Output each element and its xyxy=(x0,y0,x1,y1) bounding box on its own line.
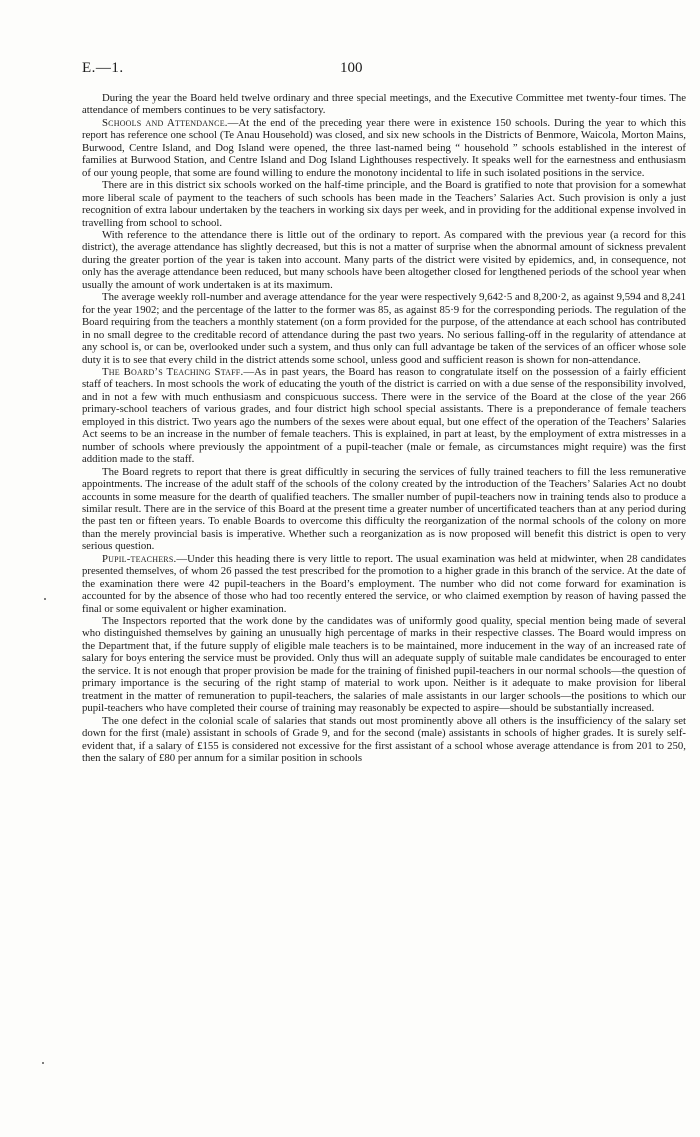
section-heading-teaching-staff: The Board’s Teaching Staff. xyxy=(102,365,244,378)
paragraph-text: There are in this district six schools worked on the half-time principle, and the Board is gratified to note that provision for a somewhat more liberal scale of payment to the teachers of such schools has been made in the Teachers’ Salaries Act. Such provision is only a just recognition of extra labour undertaken by the teachers in working six days per week, and in providing for the additional expense involved in travelling from school to school. xyxy=(82,179,686,229)
margin-speck xyxy=(44,598,46,600)
report-code: E.—1. xyxy=(82,60,124,76)
paragraph-text: The average weekly roll-number and average attendance for the year were respectively 9,642·5 and 8,200·2, as against 9,594 and 8,241 for the year 1902; and the percentage of the latter to the former was 85, as against 85·9 for the corresponding periods. The regulation of the Board requiring from the teachers a monthly statement (on a form provided for the purpose, of the attendance at each school has contributed in no small degree to the creditable record of attendance during the past two years. No serious falling-off in the regularity of attendance at any school is, or can be, overlooked under such a system, and thus only can full advantage be taken of the services of an officer whose sole duty it is to see that every child in the district attends some school, unless good and sufficient reason is shown for non-attendance. xyxy=(82,291,686,366)
paragraph-attendance xyxy=(82,229,686,291)
paragraph-text: During the year the Board held twelve ordinary and three special meetings, and the Executive Committee met twenty-four times. The attendance of members continues to be very satisfactory. xyxy=(82,92,686,117)
paragraph-meetings xyxy=(82,92,686,117)
report-body xyxy=(82,92,686,764)
paragraph-text: The one defect in the colonial scale of salaries that stands out most prominently above all others is the insufficiency of the salary set down for the first (male) assistant in schools of Grade 9, and for the second (male) assistants in schools of higher grades. It is surely self-evident that, if a salary of £155 is considered not excessive for the first assistant of a school whose average attendance is from 201 to 250, then the salary of £80 per annum for a similar position in schools xyxy=(82,714,686,765)
page-number: 100 xyxy=(340,60,363,76)
section-heading-pupil-teachers: Pupil-teachers. xyxy=(102,552,177,565)
paragraph-text: —Under this heading there is very little to report. The usual examination was held at midwinter, when 28 candidates presented themselves, of whom 26 passed the test prescribed for the promotion to a higher grade in this branch of the service. At the date of the examination there were 42 pupil-teachers in the Board’s employment. The number who did not come forward for examination is accounted for by the absence of those who had too recently entered the service, or who claimed exemption by reason of having passed the final or some equivalent or higher examination. xyxy=(82,552,686,615)
paragraph-teaching-staff xyxy=(82,366,686,466)
paragraph-half-time xyxy=(82,179,686,229)
paragraph-trained-teachers xyxy=(82,466,686,553)
paragraph-text: The Inspectors reported that the work done by the candidates was of uniformly good quality, special mention being made of several who distinguished themselves by gaining an unusually high percentage of marks in their respective classes. The Board would impress on the Department that, if the future supply of eligible male teachers is to be maintained, more inducement in the way of an increased rate of salary for boys entering the service must be provided. Only thus will an adequate supply of suitable male candidates be encouraged to enter the service. It is not enough that proper provision be made for the training of finished pupil-teachers in our normal schools—the question of primary importance is the securing of the right stamp of material to work upon. Neither is it adequate to make provision for liberal treatment in the matter of remuneration to pupil-teachers, the salaries of male assistants in our larger schools—the positions to which our pupil-teachers who have completed their course of training may reasonably be expected to aspire—should be substantially increased. xyxy=(82,615,686,715)
paragraph-roll-number xyxy=(82,291,686,366)
paragraph-text: With reference to the attendance there is little out of the ordinary to report. As compared with the previous year (a record for this district), the average attendance has slightly decreased, but this is not a matter of surprise when the abnormal amount of sickness prevalent during the greater portion of the year is taken into account. Many parts of the district were visited by epidemics, and, in consequence, not only has the average attendance been reduced, but many schools have been altogether closed for lengthened periods of the school year when usually the amount of work undertaken is at its maximum. xyxy=(82,228,686,291)
paragraph-pupil-teachers xyxy=(82,553,686,615)
paragraph-salaries xyxy=(82,715,686,765)
page-header xyxy=(82,60,622,82)
paragraph-inspectors xyxy=(82,615,686,715)
paragraph-schools-attendance xyxy=(82,117,686,179)
paragraph-text: The Board regrets to report that there is great difficultly in securing the services of fully trained teachers to fill the less remunerative appointments. The increase of the adult staff of the schools of the colony created by the introduction of the Teachers’ Salaries Act no doubt accounts in some measure for the dearth of qualified teachers. The smaller number of pupil-teachers now in training tends also to produce a similar result. There are in the service of this Board at the present time a greater number of uncertificated teachers than at any period during the past ten or fifteen years. To enable Boards to overcome this difficulty the reorganization of the normal schools of the colony on more than the merely provincial basis is imperative. Whether such a reorganization as is now proposed will benefit this district is open to very serious question. xyxy=(82,465,686,553)
margin-speck xyxy=(42,1062,44,1064)
paragraph-text: —At the end of the preceding year there were in existence 150 schools. During the year to which this report has reference one school (Te Anau Household) was closed, and six new schools in the Districts of Benmore, Waicola, Morton Mains, Burwood, Centre Island, and Dog Island were opened, the three last-named being “ household ” schools established in the interest of families at Burwood Station, and Centre Island and Dog Island Lighthouses respectively. It speaks well for the earnestness and enthusiasm of our young people, that some are found willing to endure the monotony incidental to life in such isolated positions in the service. xyxy=(82,116,686,179)
section-heading-schools-attendance: Schools and Attendance. xyxy=(102,116,228,129)
paragraph-text: —As in past years, the Board has reason to congratulate itself on the possession of a fairly efficient staff of teachers. In most schools the work of educating the youth of the district is carried on with a due sense of the responsibility involved, and in not a few with much enthusiasm and conspicuous success. There were in the service of the Board at the close of the year 266 primary-school teachers of various grades, and four district high school special assistants. There is a preponderance of female teachers employed in this district. Two years ago the numbers of the sexes were about equal, but one effect of the operation of the Teachers’ Salaries Act seems to be an increase in the number of female teachers. This is explained, in part at least, by the employment of extra mistresses in a number of schools where previously the appointment of a pupil-teacher (male or female, as circumstances might require) was the first addition made to the staff. xyxy=(82,365,686,466)
